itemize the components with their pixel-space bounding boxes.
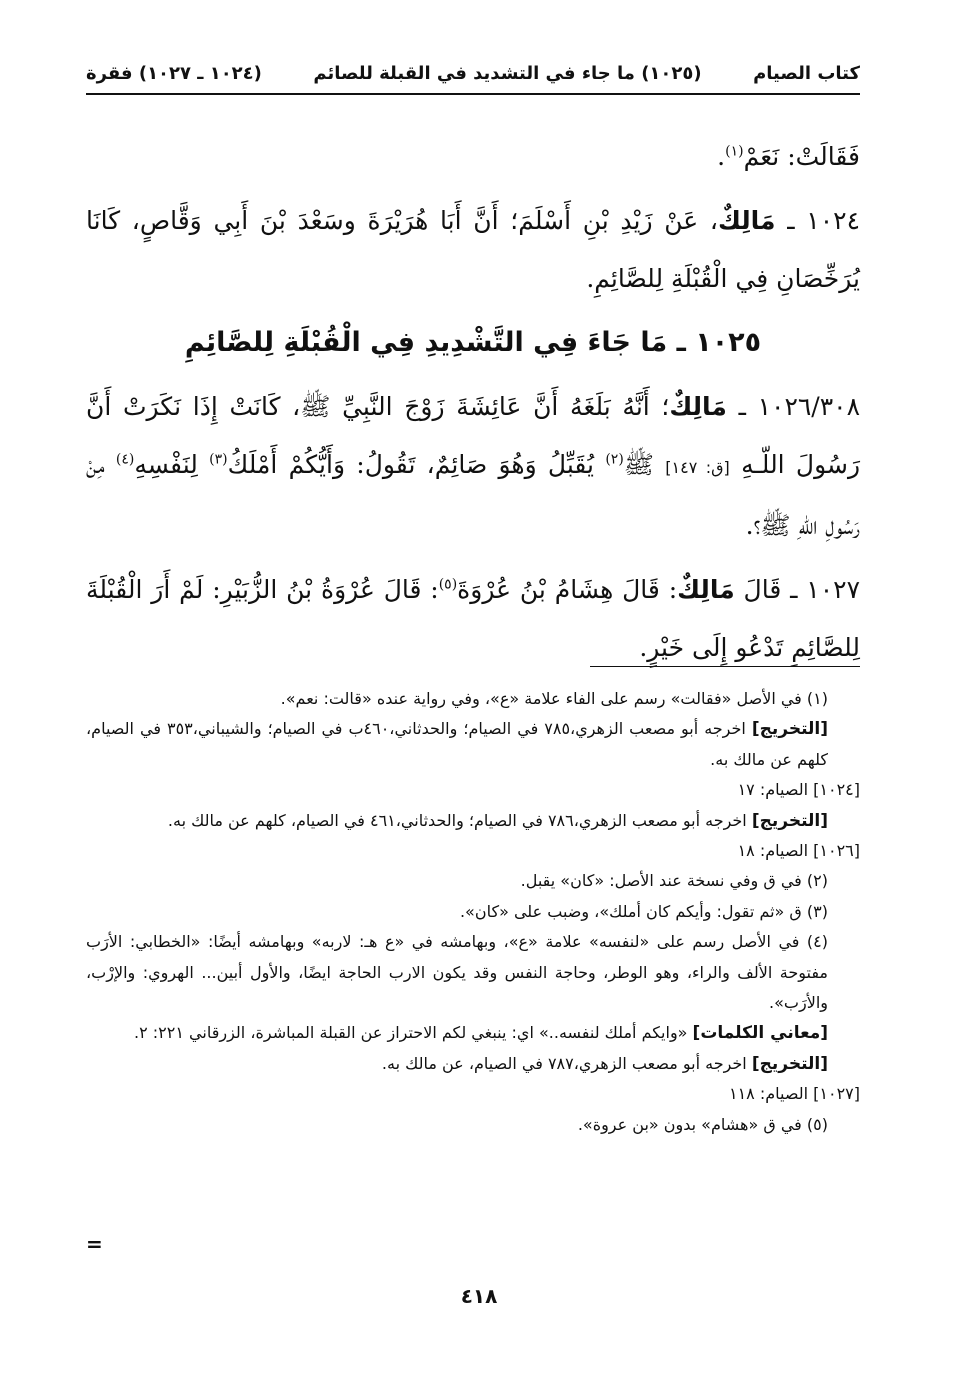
page-number: ٤١٨ <box>460 1284 498 1308</box>
maani-label: [معاني الكلمات] <box>692 1023 828 1044</box>
footnote-1: (١) في الأصل «فقالت» رسم على الفاء علامة «ع»، وفي رواية عنده «قالت: نعم». <box>280 689 828 708</box>
takhrij-note <box>86 806 860 836</box>
takhrij-note <box>86 714 860 775</box>
footnote-marker: (٤) <box>115 451 135 468</box>
takhrij-label: [التخريج] <box>751 719 828 740</box>
reference-1027: [١٠٢٧] الصيام: ١١٨ <box>728 1084 860 1104</box>
takhrij-label: [التخريج] <box>751 1053 828 1074</box>
hadith-text: ١٠٢٧ ـ قَالَ <box>734 575 861 604</box>
footnote-2: (٢) في ق وفي نسخة عند الأصل: «كان» يقبل. <box>520 871 828 891</box>
running-header <box>86 58 860 88</box>
footnote-5: (٥) في ق «هشام» بدون «بن عروة». <box>577 1114 828 1134</box>
footnote-divider <box>590 666 860 667</box>
hadith-1024 <box>86 192 860 308</box>
hadith-text: : قَالَ هِشَامُ بْنُ عُرْوَةَ <box>457 575 678 604</box>
hadith-text: لِنَفْسِهِ <box>134 450 210 479</box>
header-divider <box>86 93 860 95</box>
footnotes <box>86 684 860 1140</box>
footnote-marker: (١) <box>725 143 744 160</box>
takhrij-text: اخرجه أبو مصعب الزهري،٧٨٥ في الصيام؛ والحدثاني،٤٦٠ب في الصيام؛ والشيباني،٣٥٣ في الصيام، كلهم عن مالك به. <box>86 719 828 769</box>
text-fragment: . <box>717 142 726 171</box>
hadith-number: ١٠٢٤ ـ <box>775 206 861 235</box>
narrator-name: مَالِكٌ <box>677 575 735 604</box>
footnote-marker: (٣) <box>209 451 228 468</box>
header-book-title: كتاب الصيام <box>753 62 860 84</box>
hadith-text: يُقَبِّلُ وَهُوَ صَائِمٌ، تَقُولُ: وَأَيُّكُمْ أَمْلَكُ <box>227 450 606 479</box>
hadith-text: مِنْ رَسُولِ اللّهِ ﷺ؟. <box>86 450 860 540</box>
maani-note <box>86 1018 860 1048</box>
paragraph-continuation <box>86 128 860 186</box>
takhrij-text: اخرجه أبو مصعب الزهري،٧٨٦ في الصيام؛ والحدثاني،٤٦١ في الصيام، كلهم عن مالك به. <box>167 810 752 830</box>
hadith-1027 <box>86 561 860 677</box>
takhrij-label: [التخريج] <box>751 810 828 831</box>
hadith-text: ﷺ <box>623 450 666 479</box>
main-text <box>86 128 860 677</box>
hadith-1026 <box>86 378 860 555</box>
narrator-name: مَالِكٌ <box>669 392 727 421</box>
narrator-name: مَالِكٌ <box>718 206 776 235</box>
section-heading: ١٠٢٥ ـ مَا جَاءَ فِي التَّشْدِيدِ فِي الْقُبْلَةِ لِلصَّائِمِ <box>184 327 762 358</box>
manuscript-reference: [ق: ١٤٧] <box>665 458 730 477</box>
hadith-number: ١٠٢٦/٣٠٨ ـ <box>726 392 861 421</box>
hadith-text: ، عَنْ زَيْدِ بْنِ أَسْلَمَ؛ أَنَّ أَبَا هُرَيْرَةَ وسَعْدَ بْنَ أَبِي وَقَّاصٍ، كَانَا يُرَخِّصَانِ فِي الْقُبْلَةِ لِلصَّائِمِ. <box>86 206 860 293</box>
footnote-3: (٣) ق «ثم تقول: وأيكم كان أملك»، وضبب على «كان». <box>459 901 828 921</box>
hadith-text: : قَالَ عُرْوَةُ بْنُ الزُّبَيْرِ: لَمْ أَرَ الْقُبْلَةَ لِلصَّائِمِ تَدْعُو إِلَى خَيْرٍ. <box>86 575 860 662</box>
header-paragraph-range: (١٠٢٤ ـ ١٠٢٧) فقرة <box>86 62 262 84</box>
reference-1026: [١٠٢٦] الصيام: ١٨ <box>737 841 860 861</box>
text-fragment: فَقَالَتْ: نَعَمْ <box>743 142 860 171</box>
footnote-marker: (٥) <box>438 576 458 593</box>
takhrij-note <box>86 1049 860 1079</box>
continuation-mark: = <box>86 1232 103 1256</box>
maani-text: «وايكم أملك لنفسه..» اي: ينبغي لكم الاحتراز عن القبلة المباشرة، الزرقاني ٢٢١: ٢. <box>134 1023 693 1043</box>
reference-1024: [١٠٢٤] الصيام: ١٧ <box>737 780 860 800</box>
hadith-text: ؛ أَنَّهُ بَلَغَهُ أَنَّ عَائِشَةَ زَوْجَ النَّبِيِّ ﷺ، كَانَتْ إِذَا نَكَرَتْ أَنَّ رَسُولَ اللّـهِ <box>86 392 861 479</box>
header-chapter-title: (١٠٢٥) ما جاء في التشديد في القبلة للصائم <box>313 62 702 84</box>
footnote-4: (٤) في الأصل رسم على «لنفسه» علامة «ع»، وبهامشه في «ع هـ: لاربه» وبهامشه أيضًا: «الخطابي: الأرَب مفتوحة الألف والراء، وهو الوطر، وحاجة النفس وقد يكون الارب الحاجة ايضًا، والأول أبين... الهروي: والإرْب، والأرَب». <box>86 932 828 1013</box>
takhrij-text: اخرجه أبو مصعب الزهري،٧٨٧ في الصيام، عن مالك به. <box>381 1053 752 1073</box>
footnote-marker: (٢) <box>605 451 624 468</box>
